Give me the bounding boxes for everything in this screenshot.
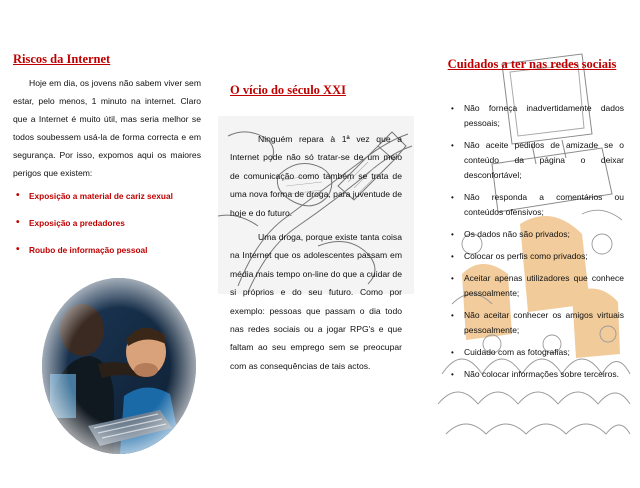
tip-item: • Não aceite pedidos de amizade se o conteúdo da página o deixar desconfortável; — [451, 140, 624, 180]
tip-item-label: Colocar os perfis como privados; — [464, 251, 588, 261]
risk-item: • Exposição a material de cariz sexual — [16, 190, 173, 201]
tip-item: • Não responda a comentários ou conteúdos ofensivos; — [451, 192, 624, 217]
tip-item: • Não aceitar conhecer os amigos virtuais pessoalmente; — [451, 310, 624, 335]
tip-item: • Os dados não são privados; — [451, 229, 570, 239]
tip-item-label: Os dados não são privados; — [464, 229, 570, 239]
addiction-heading: O vício do século XXI — [230, 83, 346, 97]
risk-item-label: Roubo de informação pessoal — [29, 245, 148, 255]
tip-item: • Colocar os perfis como privados; — [451, 251, 588, 261]
risk-item: • Exposição a predadores — [16, 217, 125, 228]
risk-item-label: Exposição a predadores — [29, 218, 125, 228]
tip-item-label: Cuidado com as fotografias; — [464, 347, 570, 357]
tip-item: • Não colocar informações sobre terceiros. — [451, 369, 619, 379]
tip-item-label: Não aceite pedidos de amizade se o conteúdo da página o deixar desconfortável; — [464, 140, 624, 180]
tip-item-label: Aceitar apenas utilizadores que conhece pessoalmente; — [464, 273, 624, 298]
tip-item: • Cuidado com as fotografias; — [451, 347, 570, 357]
tip-item-label: Não aceitar conhecer os amigos virtuais pessoalmente; — [464, 310, 624, 335]
tip-item: • Não forneça inadvertidamente dados pessoais; — [451, 103, 624, 128]
risks-list — [13, 186, 203, 267]
risk-item-label: Exposição a material de cariz sexual — [29, 191, 173, 201]
addiction-text — [230, 130, 402, 381]
addiction-paragraph: Uma droga, porque existe tanta coisa na Internet que os adolescentes passam em média mais tempo on-line do que a cuidar de si próprios e do seu futuro. Como por exemplo: pessoas que passam o dia todo nas redes sociais ou a jogar RPG's e que faltam ao seu emprego sem se preocupar com as consequências de tais actos. — [230, 232, 402, 371]
risk-item: • Roubo de informação pessoal — [16, 244, 148, 255]
tip-item: • Aceitar apenas utilizadores que conhece pessoalmente; — [451, 273, 624, 298]
social-media-heading: Cuidados a ter nas redes sociais — [447, 57, 617, 71]
social-media-tips-list — [448, 101, 624, 389]
tip-item-label: Não forneça inadvertidamente dados pessoais; — [464, 103, 624, 128]
addiction-paragraph: Ninguém repara à 1ª vez que a Internet pode não só tratar-se de um meio de comunicação como também se trata de uma nova forma de droga, para juventude de hoje e do futuro. — [230, 134, 402, 218]
tip-item-label: Não responda a comentários ou conteúdos ofensivos; — [464, 192, 624, 217]
predator-photo — [42, 278, 196, 454]
risks-intro-paragraph: Hoje em dia, os jovens não sabem viver sem estar, pelo menos, 1 minuto na internet. Claro que a Internet é muito útil, mas seria melhor se todos soubessem usá-la de forma correcta e em segurança. Por isso, expomos aqui os maiores perigos que existem: — [13, 78, 201, 178]
risks-heading: Riscos da Internet — [13, 52, 111, 66]
tip-item-label: Não colocar informações sobre terceiros. — [464, 369, 619, 379]
